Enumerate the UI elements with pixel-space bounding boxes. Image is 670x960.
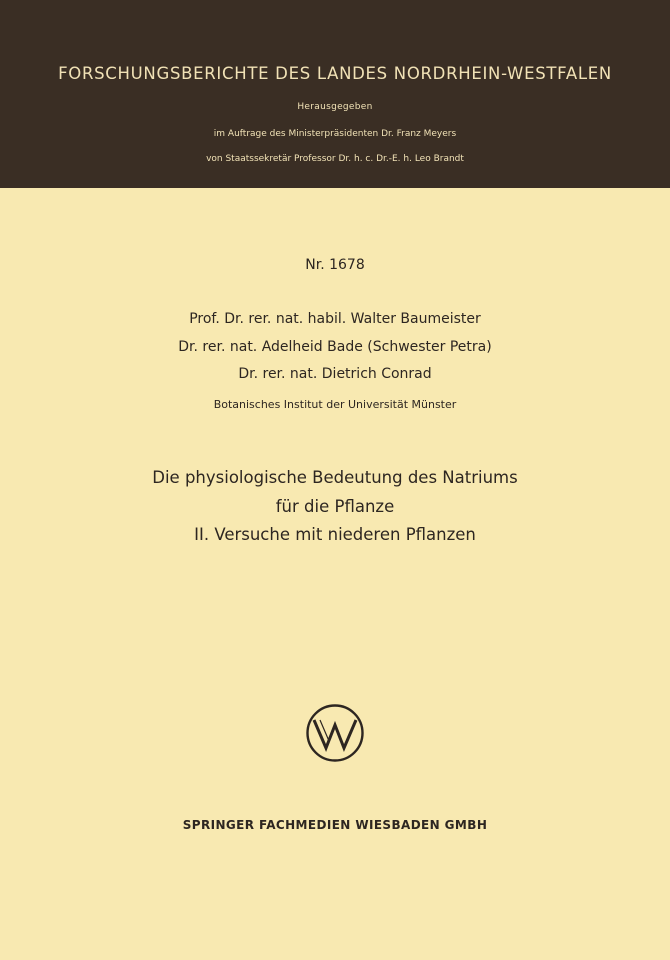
- publisher-logo-icon: [305, 703, 365, 763]
- editor-line-1: Herausgegeben: [297, 102, 373, 112]
- author-2: Dr. rer. nat. Adelheid Bade (Schwester Petra): [178, 339, 492, 355]
- volume-number: Nr. 1678: [305, 257, 365, 273]
- author-3: Dr. rer. nat. Dietrich Conrad: [238, 366, 432, 382]
- author-1: Prof. Dr. rer. nat. habil. Walter Baumeister: [189, 311, 481, 327]
- title-line-1: Die physiologische Bedeutung des Natriums: [152, 468, 518, 487]
- editor-line-2: im Auftrage des Ministerpräsidenten Dr. Franz Meyers: [213, 129, 457, 139]
- title-line-2: für die Pflanze: [275, 497, 395, 516]
- series-title: FORSCHUNGSBERICHTE DES LANDES NORDRHEIN-WESTFALEN: [58, 64, 612, 83]
- editor-line-3: von Staatssekretär Professor Dr. h. c. Dr.-E. h. Leo Brandt: [206, 154, 464, 164]
- title-line-3: II. Versuche mit niederen Pflanzen: [194, 525, 476, 544]
- header-band: [0, 0, 670, 188]
- institution: Botanisches Institut der Universität Münster: [213, 398, 457, 411]
- publisher-name: SPRINGER FACHMEDIEN WIESBADEN GMBH: [182, 818, 488, 832]
